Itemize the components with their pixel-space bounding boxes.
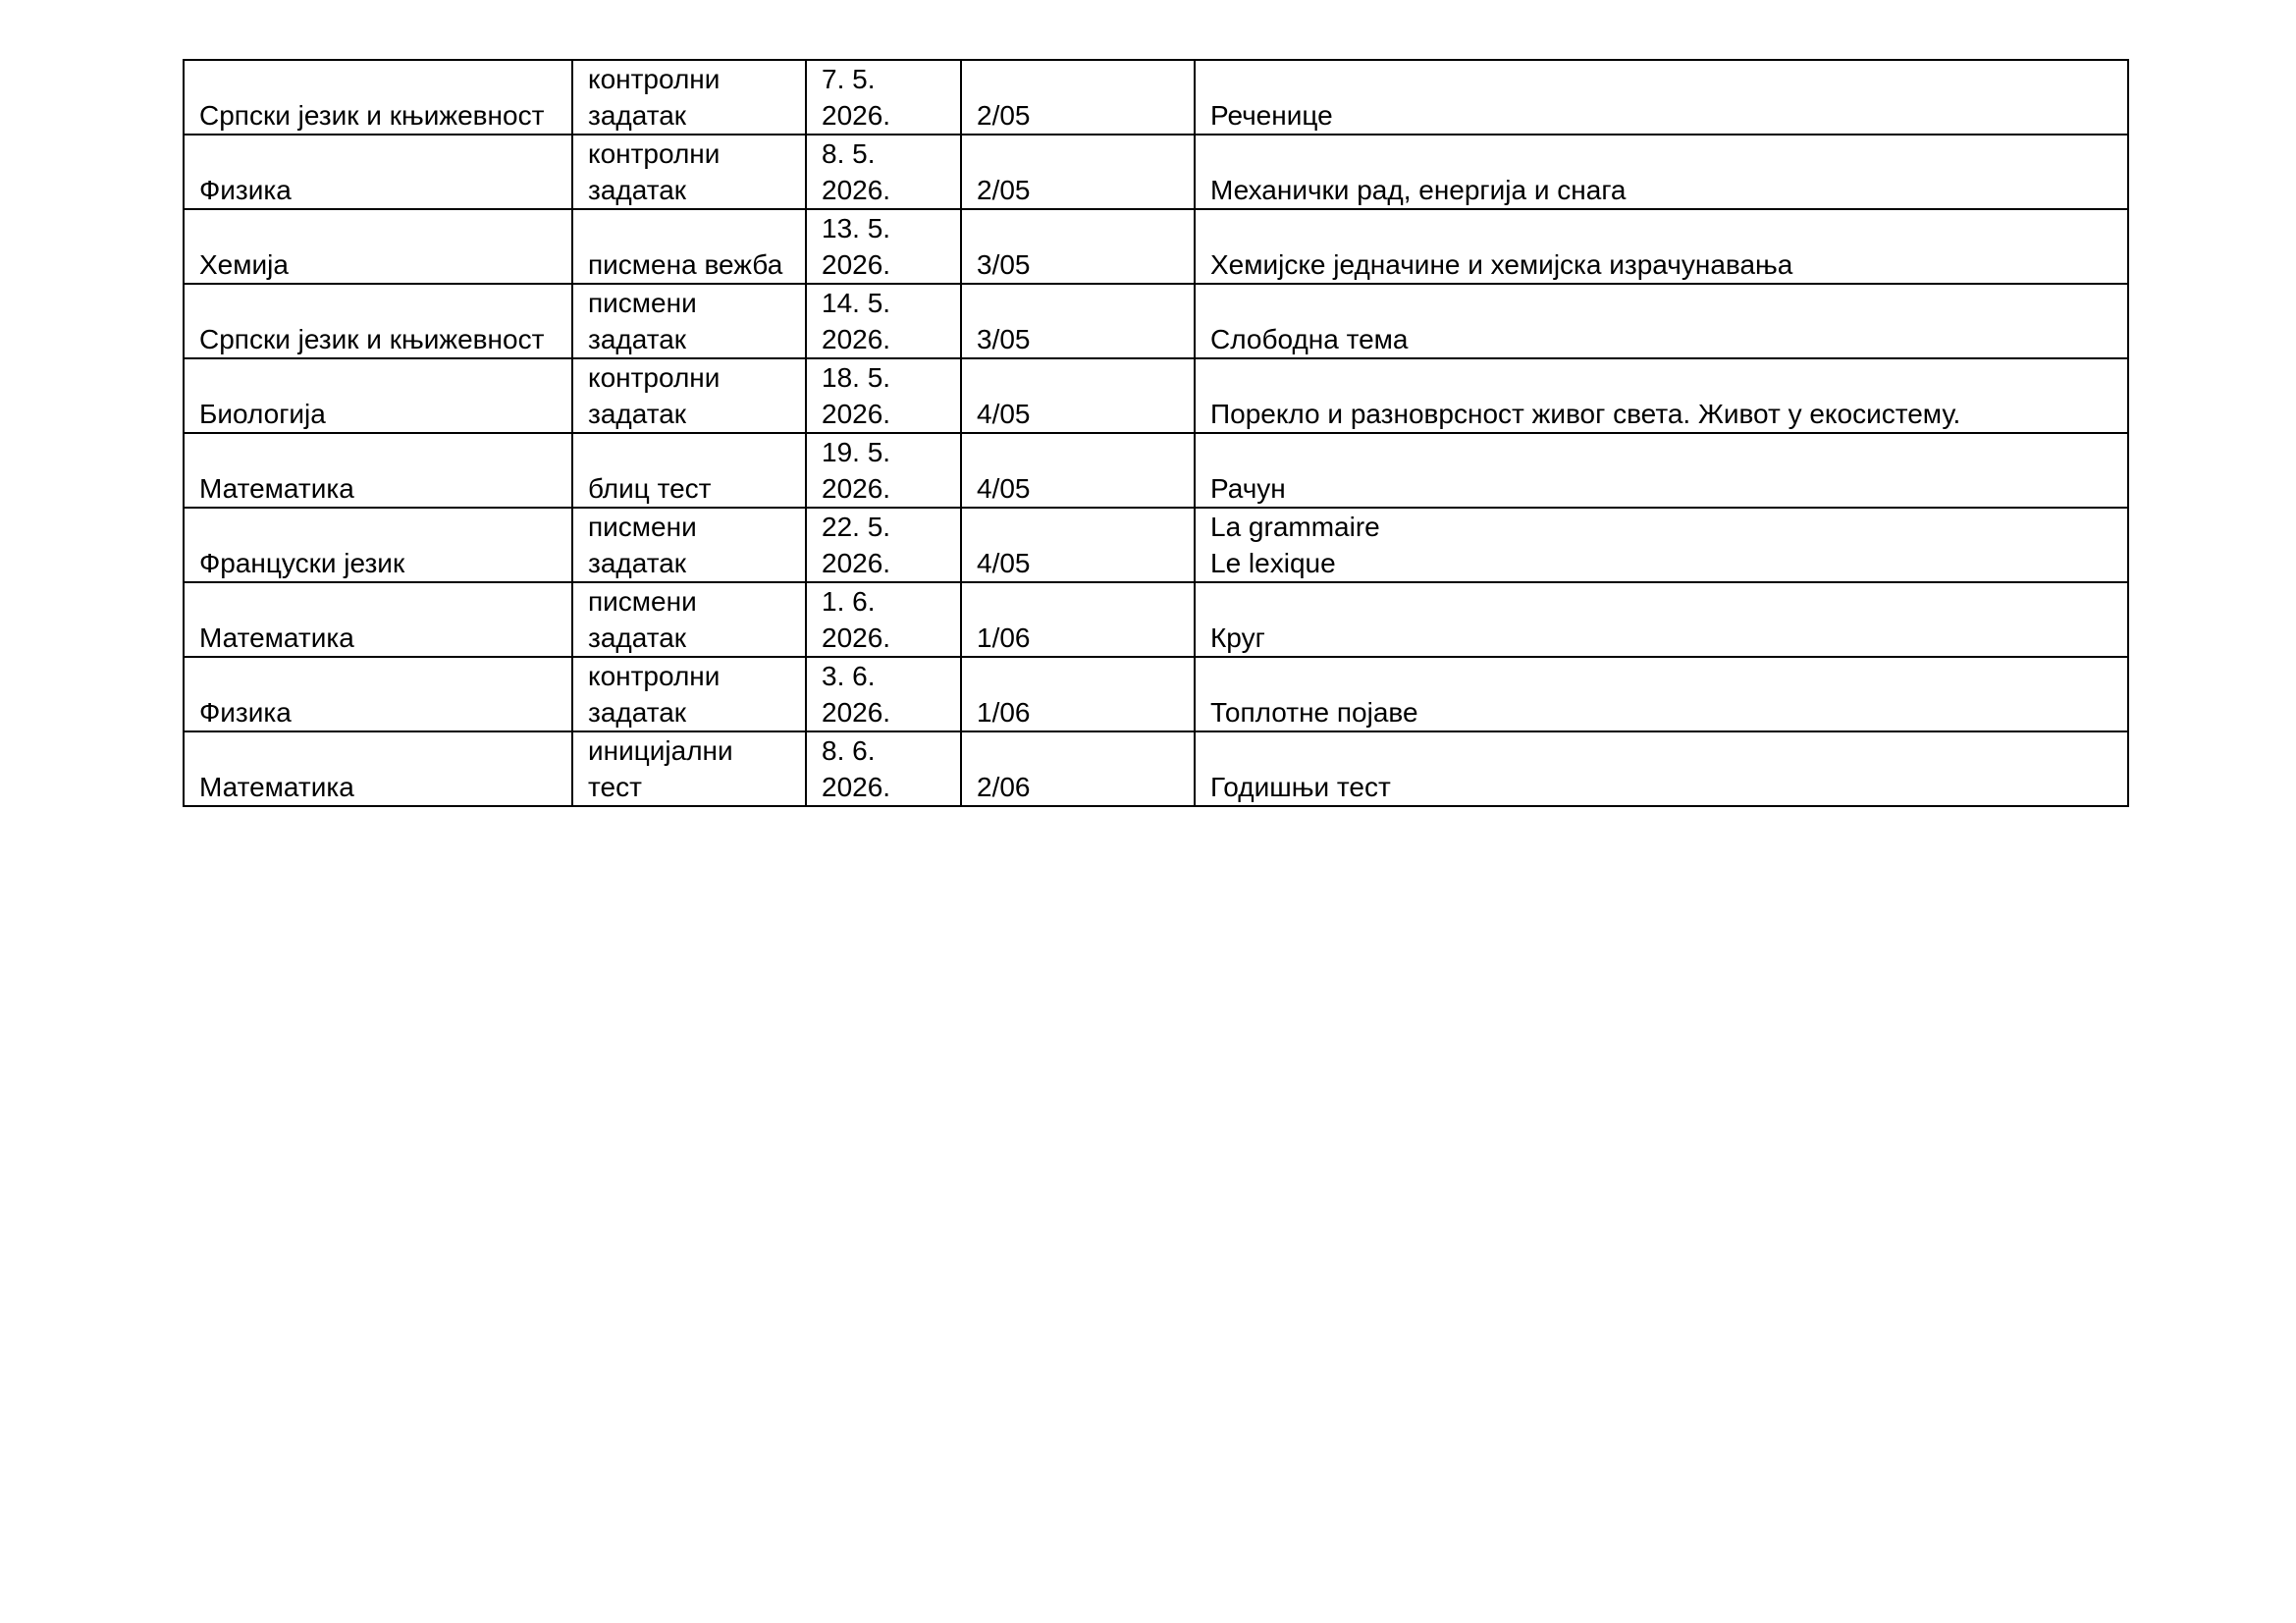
table-row (184, 135, 2128, 209)
assessment-type-cell (572, 433, 806, 508)
assessment-type-cell-line: задатак (588, 697, 687, 728)
topic-cell-line: Порекло и разноврсност живог света. Живот у екосистему. (1210, 399, 1961, 429)
assessment-type-cell-line: писмени (588, 512, 697, 542)
date-cell (806, 508, 961, 582)
topic-cell (1195, 135, 2128, 209)
week-cell: 3/05 (961, 209, 1195, 284)
topic-cell-line: Годишњи тест (1210, 772, 1391, 802)
date-cell-line: 2026. (822, 175, 891, 205)
table-row (184, 60, 2128, 135)
exam-schedule-table (183, 59, 2129, 807)
assessment-type-cell-line: контролни (588, 362, 721, 393)
date-cell-line: 8. 5. (822, 138, 876, 169)
week-cell: 3/05 (961, 284, 1195, 358)
topic-cell-line: Круг (1210, 622, 1265, 653)
topic-cell (1195, 508, 2128, 582)
date-cell-line: 14. 5. (822, 288, 891, 318)
topic-cell (1195, 358, 2128, 433)
date-cell (806, 731, 961, 806)
week-cell: 4/05 (961, 508, 1195, 582)
assessment-type-cell-line: контролни (588, 138, 721, 169)
assessment-type-cell (572, 209, 806, 284)
subject-cell: Математика (184, 731, 572, 806)
assessment-type-cell-line: задатак (588, 622, 687, 653)
week-cell: 1/06 (961, 657, 1195, 731)
date-cell-line: 2026. (822, 697, 891, 728)
table-row (184, 582, 2128, 657)
topic-cell-line: Хемијске једначине и хемијска израчунавања (1210, 249, 1793, 280)
assessment-type-cell (572, 358, 806, 433)
date-cell-line: 22. 5. (822, 512, 891, 542)
topic-cell (1195, 731, 2128, 806)
date-cell (806, 358, 961, 433)
subject-cell: Математика (184, 582, 572, 657)
date-cell-line: 3. 6. (822, 661, 876, 691)
assessment-type-cell (572, 582, 806, 657)
table-row (184, 209, 2128, 284)
week-cell: 2/05 (961, 135, 1195, 209)
date-cell (806, 657, 961, 731)
topic-cell (1195, 433, 2128, 508)
assessment-type-cell (572, 731, 806, 806)
date-cell (806, 60, 961, 135)
assessment-type-cell-line: задатак (588, 324, 687, 354)
date-cell-line: 7. 5. (822, 64, 876, 94)
week-cell: 2/05 (961, 60, 1195, 135)
date-cell-line: 2026. (822, 772, 891, 802)
date-cell (806, 582, 961, 657)
topic-cell (1195, 657, 2128, 731)
date-cell-line: 2026. (822, 324, 891, 354)
table-row (184, 508, 2128, 582)
week-cell: 1/06 (961, 582, 1195, 657)
assessment-type-cell (572, 508, 806, 582)
topic-cell-line: Le lexique (1210, 548, 1336, 578)
week-cell: 4/05 (961, 433, 1195, 508)
topic-cell-line: Механички рад, енергија и снага (1210, 175, 1627, 205)
assessment-type-cell (572, 657, 806, 731)
assessment-type-cell-line: контролни (588, 661, 721, 691)
topic-cell (1195, 284, 2128, 358)
date-cell-line: 18. 5. (822, 362, 891, 393)
assessment-type-cell-line: тест (588, 772, 642, 802)
assessment-type-cell-line: задатак (588, 548, 687, 578)
topic-cell (1195, 60, 2128, 135)
date-cell-line: 2026. (822, 399, 891, 429)
topic-cell-line: Слободна тема (1210, 324, 1409, 354)
date-cell-line: 2026. (822, 548, 891, 578)
table-row (184, 731, 2128, 806)
table-row (184, 358, 2128, 433)
table-row (184, 284, 2128, 358)
table-row (184, 657, 2128, 731)
date-cell-line: 13. 5. (822, 213, 891, 243)
subject-cell: Математика (184, 433, 572, 508)
topic-cell (1195, 209, 2128, 284)
topic-cell (1195, 582, 2128, 657)
subject-cell: Физика (184, 657, 572, 731)
week-cell: 2/06 (961, 731, 1195, 806)
subject-cell: Биологија (184, 358, 572, 433)
subject-cell: Француски језик (184, 508, 572, 582)
date-cell (806, 209, 961, 284)
subject-cell: Физика (184, 135, 572, 209)
assessment-type-cell-line: писмена вежба (588, 249, 783, 280)
topic-cell-line: La grammaire (1210, 512, 1380, 542)
assessment-type-cell-line: задатак (588, 100, 687, 131)
assessment-type-cell (572, 135, 806, 209)
date-cell (806, 135, 961, 209)
table-row (184, 433, 2128, 508)
subject-cell: Хемија (184, 209, 572, 284)
assessment-type-cell-line: иницијални (588, 735, 733, 766)
assessment-type-cell-line: задатак (588, 399, 687, 429)
assessment-type-cell-line: контролни (588, 64, 721, 94)
assessment-type-cell (572, 60, 806, 135)
topic-cell-line: Рачун (1210, 473, 1286, 504)
assessment-type-cell-line: блиц тест (588, 473, 712, 504)
subject-cell: Српски језик и књижевност (184, 60, 572, 135)
date-cell (806, 284, 961, 358)
date-cell-line: 2026. (822, 622, 891, 653)
assessment-type-cell-line: писмени (588, 288, 697, 318)
topic-cell-line: Топлотне појаве (1210, 697, 1418, 728)
exam-schedule-body (184, 60, 2128, 806)
date-cell-line: 2026. (822, 473, 891, 504)
date-cell-line: 1. 6. (822, 586, 876, 617)
date-cell (806, 433, 961, 508)
date-cell-line: 19. 5. (822, 437, 891, 467)
assessment-type-cell (572, 284, 806, 358)
week-cell: 4/05 (961, 358, 1195, 433)
assessment-type-cell-line: задатак (588, 175, 687, 205)
assessment-type-cell-line: писмени (588, 586, 697, 617)
date-cell-line: 2026. (822, 249, 891, 280)
subject-cell: Српски језик и књижевност (184, 284, 572, 358)
date-cell-line: 8. 6. (822, 735, 876, 766)
topic-cell-line: Реченице (1210, 100, 1333, 131)
date-cell-line: 2026. (822, 100, 891, 131)
